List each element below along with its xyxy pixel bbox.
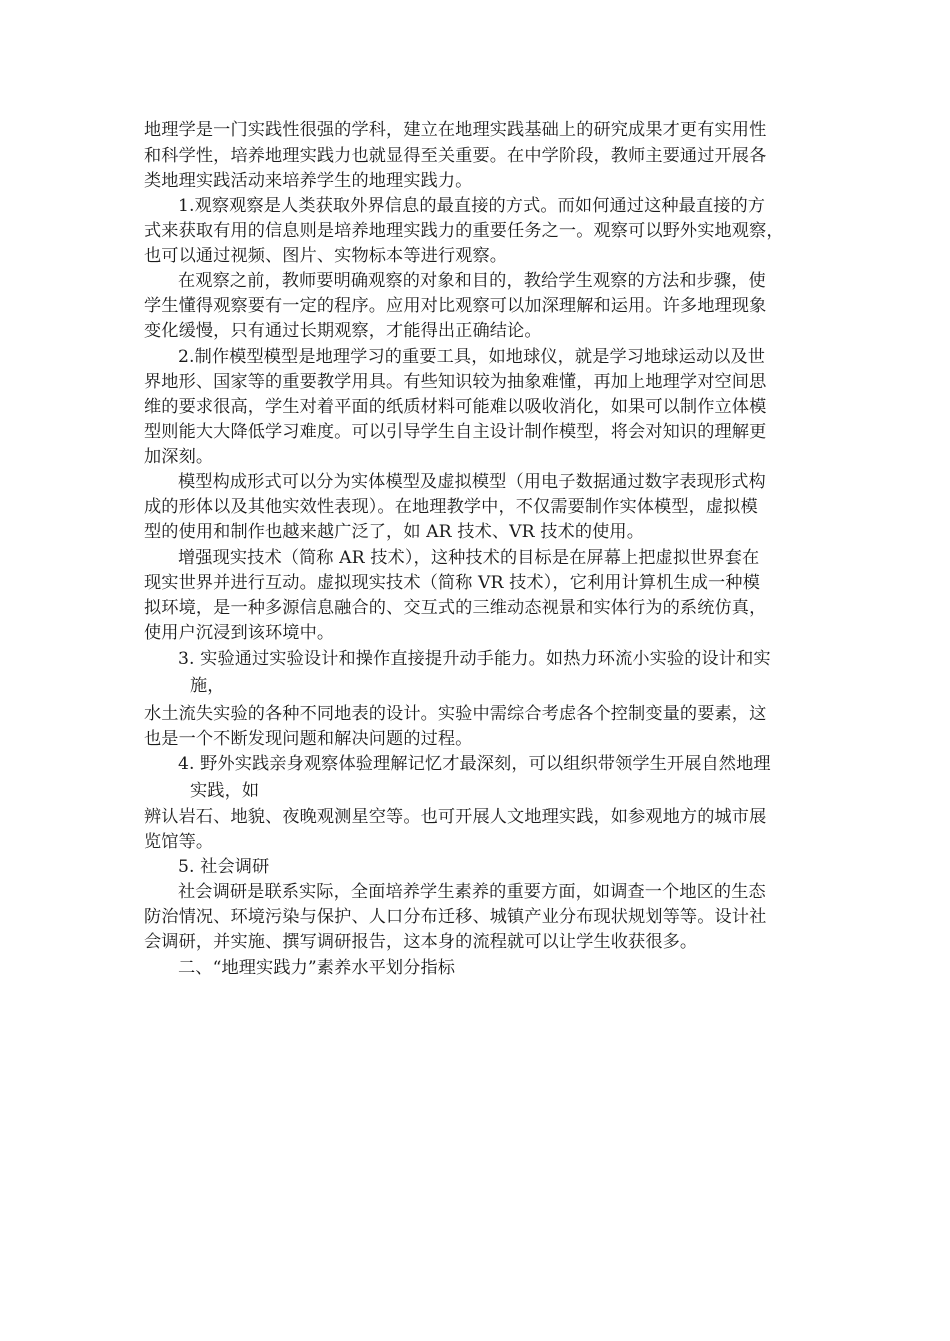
- text-line: 和科学性，培养地理实践力也就显得至关重要。在中学阶段，教师主要通过开展各: [144, 146, 767, 166]
- text-line: 辨认岩石、地貌、夜晚观测星空等。也可开展人文地理实践，如参观地方的城市展: [144, 807, 767, 827]
- text-line: 使用户沉浸到该环境中。: [144, 623, 335, 643]
- text-line: 社会调研是联系实际，全面培养学生素养的重要方面，如调查一个地区的生态: [178, 882, 766, 902]
- text-line: 模型构成形式可以分为实体模型及虚拟模型（用电子数据通过数字表现形式构: [178, 472, 766, 492]
- text-line: 型则能大大降低学习难度。可以引导学生自主设计制作模型，将会对知识的理解更: [144, 422, 767, 442]
- section-heading-level-indicators: 二、“地理实践力”素养水平划分指标: [178, 958, 456, 978]
- text-line: 界地形、国家等的重要教学用具。有些知识较为抽象难懂，再加上地理学对空间思: [144, 372, 767, 392]
- text-line: 防治情况、环境污染与保护、人口分布迁移、城镇产业分布现状规划等等。设计社: [144, 907, 767, 927]
- text-line: 成的形体以及其他实效性表现）。在地理教学中，不仅需要制作实体模型，虚拟模: [144, 497, 758, 517]
- section-heading-field-practice: 4. 野外实践亲身观察体验理解记忆才最深刻，可以组织带领学生开展自然地理: [178, 754, 771, 774]
- text-line: 地理学是一门实践性很强的学科，建立在地理实践基础上的研究成果才更有实用性: [144, 120, 767, 140]
- text-line: 实践，如: [190, 781, 260, 801]
- text-line: 览馆等。: [144, 832, 214, 852]
- text-line: 变化缓慢，只有通过长期观察，才能得出正确结论。: [144, 321, 542, 341]
- text-line: 型的使用和制作也越来越广泛了，如 AR 技术、VR 技术的使用。: [144, 522, 644, 542]
- text-line: 拟环境，是一种多源信息融合的、交互式的三维动态视景和实体行为的系统仿真，: [144, 598, 767, 618]
- text-line: 现实世界并进行互动。虚拟现实技术（简称 VR 技术），它利用计算机生成一种模: [144, 573, 760, 593]
- text-line: 类地理实践活动来培养学生的地理实践力。: [144, 171, 473, 191]
- text-line: 维的要求很高，学生对着平面的纸质材料可能难以吸收消化，如果可以制作立体模: [144, 397, 767, 417]
- text-line: 加深刻。: [144, 447, 214, 467]
- text-line: 学生懂得观察要有一定的程序。应用对比观察可以加深理解和运用。许多地理现象: [144, 296, 767, 316]
- section-heading-experiment: 3. 实验通过实验设计和操作直接提升动手能力。如热力环流小实验的设计和实: [178, 649, 771, 669]
- text-line: 式来获取有用的信息则是培养地理实践力的重要任务之一。观察可以野外实地观察，: [144, 221, 784, 241]
- text-line: 增强现实技术（简称 AR 技术），这种技术的目标是在屏幕上把虚拟世界套在: [178, 548, 760, 568]
- section-heading-observation: 1.观察观察是人类获取外界信息的最直接的方式。而如何通过这种最直接的方: [178, 196, 766, 216]
- section-heading-social-research: 5. 社会调研: [178, 857, 270, 877]
- text-line: 会调研，并实施、撰写调研报告，这本身的流程就可以让学生收获很多。: [144, 932, 698, 952]
- section-heading-model: 2.制作模型模型是地理学习的重要工具，如地球仪，就是学习地球运动以及世: [178, 347, 766, 367]
- text-line: 施，: [190, 676, 225, 696]
- text-line: 也可以通过视频、图片、实物标本等进行观察。: [144, 246, 508, 266]
- text-line: 在观察之前，教师要明确观察的对象和目的，教给学生观察的方法和步骤，使: [178, 271, 766, 291]
- text-line: 也是一个不断发现问题和解决问题的过程。: [144, 729, 473, 749]
- text-line: 水土流失实验的各种不同地表的设计。实验中需综合考虑各个控制变量的要素，这: [144, 704, 767, 724]
